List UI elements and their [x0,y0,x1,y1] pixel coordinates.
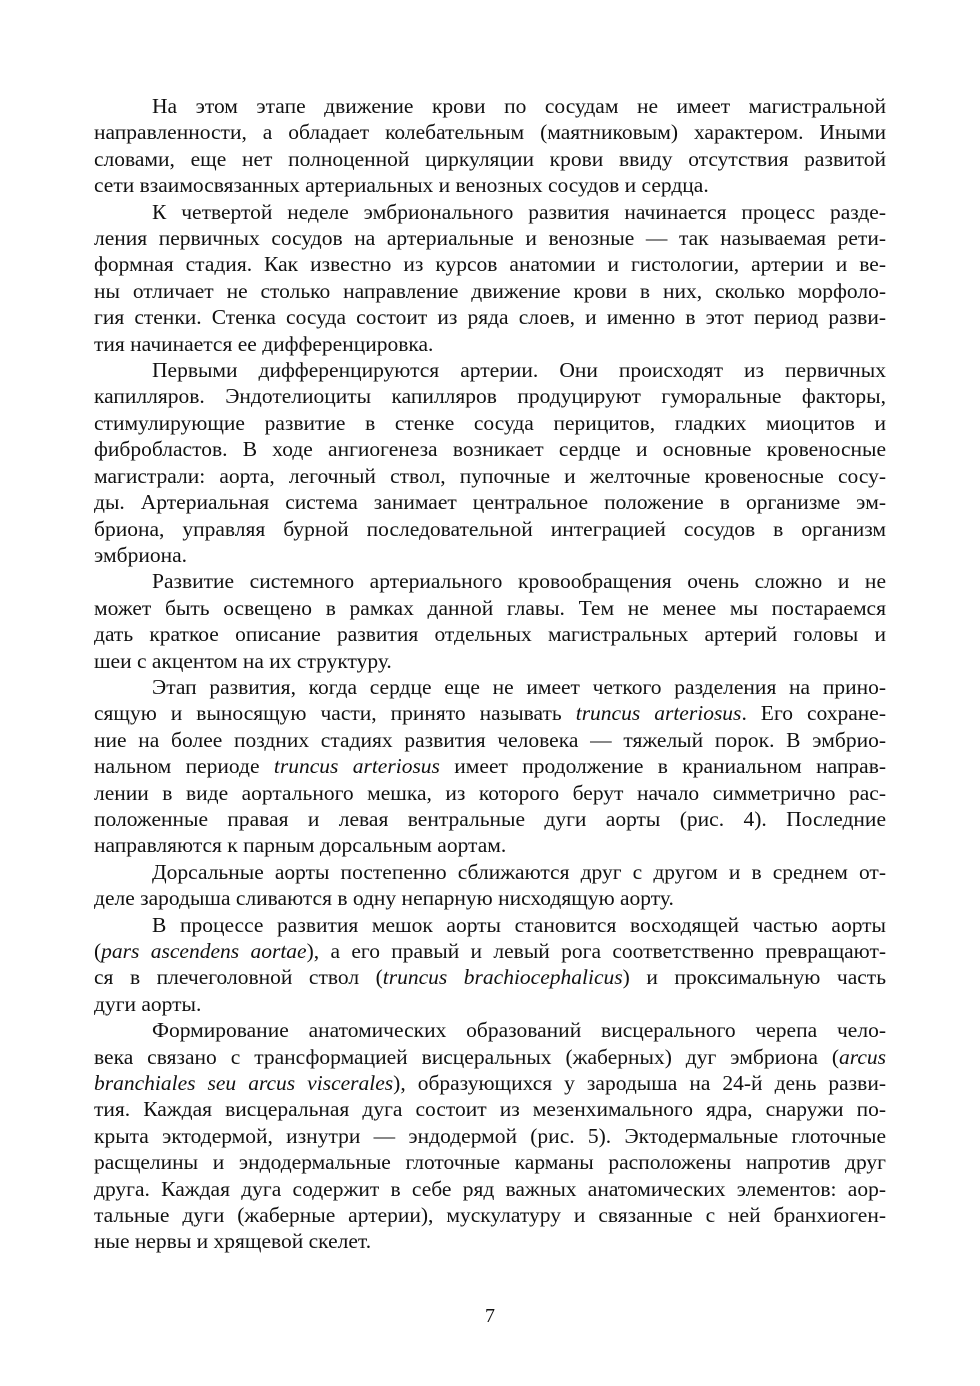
text-line: деле зародыша сливаются в одну непарную нисходящую аорту. [94,886,674,911]
body-text [94,93,886,1255]
paragraph [94,859,886,912]
text-line: фибробластов. В ходе ангиогенеза возникает сердце и основные кровеносные [94,437,886,462]
text-line: сящую и выносящую части, принято называть truncus arteriosus. Его сохране- [94,701,886,726]
page-number: 7 [485,1305,495,1327]
text-line: На этом этапе движение крови по сосудам не имеет магистральной [152,94,886,118]
text-line: сети взаимосвязанных артериальных и венозных сосудов и сердца. [94,173,709,198]
text-line: гия стенки. Стенка сосуда состоит из ряда слоев, и именно в этот период разви- [94,305,886,330]
latin-term: arcus [839,1044,886,1069]
text-line: ные нервы и хрящевой скелет. [94,1229,372,1254]
latin-term: truncus arteriosus [575,701,742,726]
latin-term: pars ascendens aortae [101,939,307,963]
text-line: Первыми дифференцируются артерии. Они происходят из первичных [152,358,886,383]
text-line: Формирование анатомических образований висцерального черепа чело- [152,1018,886,1043]
text-line: Развитие системного артериального кровообращения очень сложно и не [152,569,886,594]
text-line: Дорсальные аорты постепенно сближаются друг с другом и в среднем от- [152,859,886,884]
text-line: бриона, управляя бурной последовательной интеграцией сосудов в организм [94,516,886,541]
text-line: может быть освещено в рамках данной главы. Тем не менее мы постараемся [94,595,886,620]
text-line: направленности, а обладает колебательным (маятниковым) характером. Иными [94,120,886,145]
text-line: эмбриона. [94,542,188,567]
text-line: шеи с акцентом на их структуру. [94,648,392,673]
text-line: branchiales seu arcus viscerales), образующихся у зародыша на 24-й день разви- [94,1071,886,1096]
text-line: положенные правая и левая вентральные дуги аорты (рис. 4). Последние [94,806,886,831]
text-line: тальные дуги (жаберные артерии), мускулатуру и связанные с ней бранхиоген- [94,1203,886,1228]
latin-term: truncus brachiocephalicus [382,965,623,990]
text-line: К четвертой неделе эмбрионального развития начинается процесс разде- [152,199,886,224]
text-line: (pars ascendens aortae), а его правый и левый рога соответственно превращают- [94,939,887,963]
text-line: капилляров. Эндотелиоциты капилляров продуцируют гуморальные факторы, [94,384,886,409]
paragraph [94,1017,886,1255]
paragraph [94,93,886,199]
text-line: лении в виде аортального мешка, из которого берут начало симметрично рас- [94,780,886,805]
text-line: дуги аорты. [94,991,202,1016]
text-line: дать краткое описание развития отдельных магистральных артерий головы и [94,622,886,647]
latin-term: truncus arteriosus [273,754,440,779]
text-line: Этап развития, когда сердце еще не имеет четкого разделения на прино- [152,674,886,699]
text-line: магистрали: аорта, легочный ствол, пупочные и желточные кровеносные сосу- [94,463,886,488]
text-line: ды. Артериальная система занимает центральное положение в организме эм- [94,490,886,515]
text-line: тия. Каждая висцеральная дуга состоит из мезенхимального ядра, снаружи по- [94,1097,886,1122]
text-line: ние на более поздних стадиях развития человека — тяжелый порок. В эмбрио- [94,727,886,752]
text-line: формная стадия. Как известно из курсов анатомии и гистологии, артерии и ве- [94,252,886,277]
text-line: ны отличает не столько направление движение крови в них, сколько морфоло- [94,278,886,303]
text-line: нальном периоде truncus arteriosus имеет продолжение в краниальном направ- [94,754,887,779]
text-line: крыта эктодермой, изнутри — эндодермой (рис. 5). Эктодермальные глоточные [94,1123,886,1148]
paragraph [94,912,886,1018]
text-line: друга. Каждая дуга содержит в себе ряд важных анатомических элементов: аор- [94,1176,886,1201]
text-line: ления первичных сосудов на артериальные и венозные — так называемая рети- [94,226,886,251]
paragraph [94,357,886,568]
text-line: В процессе развития мешок аорты становится восходящей частью аорты [152,912,886,937]
text-line: стимулирующие развитие в стенке сосуда перицитов, гладких миоцитов и [94,410,886,435]
text-line: направляются к парным дорсальным аортам. [94,833,507,858]
text-line: расщелины и эндодермальные глоточные карманы расположены напротив друг [94,1150,886,1175]
paragraph [94,568,886,674]
paragraph [94,674,886,859]
text-line: тия начинается ее дифференцировка. [94,331,434,356]
text-line: словами, еще нет полноценной циркуляции крови ввиду отсутствия развитой [94,146,886,171]
text-line: века связано с трансформацией висцеральных (жаберных) дуг эмбриона (arcus [94,1044,886,1069]
text-line: ся в плечеголовной ствол (truncus brachiocephalicus) и проксимальную часть [94,965,886,990]
paragraph [94,199,886,357]
latin-term: branchiales seu arcus viscerales [94,1071,394,1096]
